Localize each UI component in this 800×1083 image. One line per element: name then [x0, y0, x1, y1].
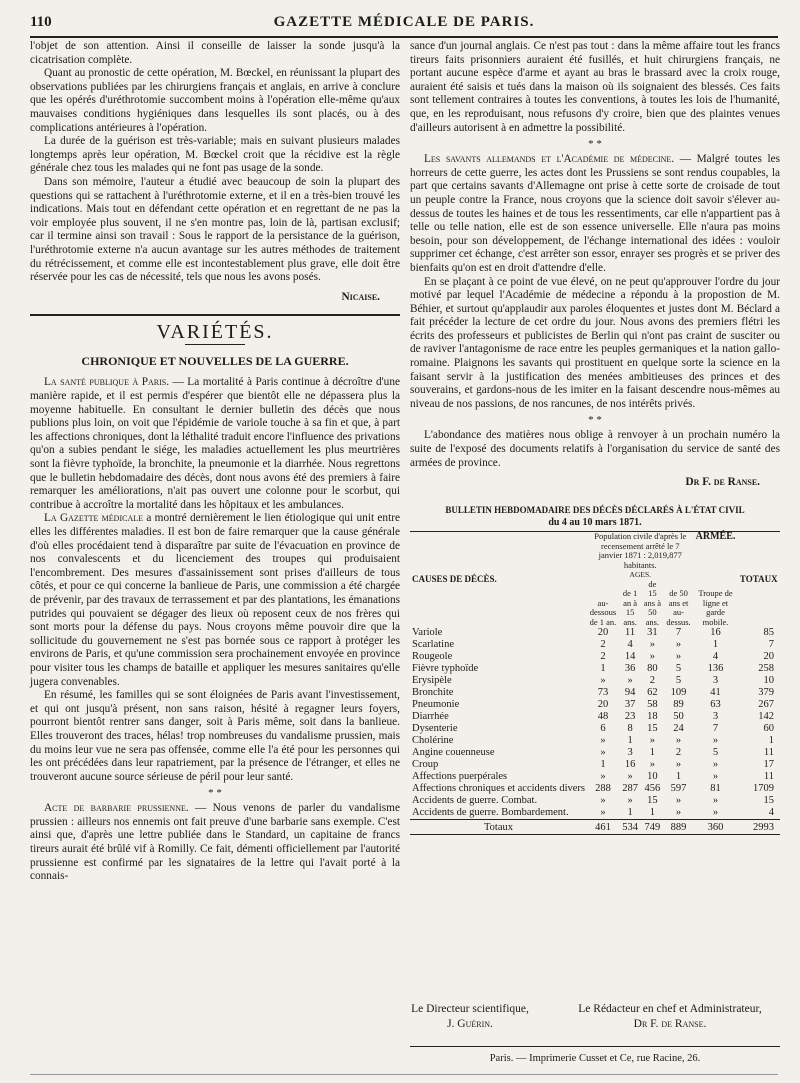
total-cell: 534 [619, 820, 641, 835]
article-sante-publique [30, 376, 400, 512]
table-row [410, 663, 780, 675]
value-cell: 5 [712, 747, 719, 759]
value-cell: » [649, 735, 655, 747]
age-header: de 50 ans et au-dessus. [666, 588, 691, 627]
value-cell: 85 [763, 627, 774, 639]
page-number: 110 [30, 14, 52, 30]
value-cell: 1 [649, 807, 655, 819]
value-cell: 48 [597, 711, 609, 723]
value-cell: 15 [647, 795, 658, 807]
age-header: de 1 an à 15 ans. [622, 588, 638, 627]
journal-title: GAZETTE MÉDICALE DE PARIS. [273, 14, 535, 30]
value-cell: 20 [597, 627, 609, 639]
cause-cell: Bronchite [412, 687, 454, 699]
value-cell: » [675, 795, 682, 807]
table-row [410, 759, 780, 771]
col-population: Population civile d'après le recensement arrêté le 7 janvier 1871 : 2,019,877 habitants. [594, 531, 687, 570]
value-cell: » [675, 651, 682, 663]
cause-cell: Scarlatine [412, 639, 454, 651]
value-cell: » [627, 771, 633, 783]
value-cell: 10 [647, 771, 658, 783]
value-cell: » [712, 735, 719, 747]
paragraph: l'objet de son attention. Ainsi il conseille de laisser la sonde jusqu'à la cicatrisation complète. [30, 40, 400, 66]
value-cell: » [600, 807, 606, 819]
total-cell: 360 [694, 820, 738, 835]
value-cell: 2 [600, 651, 606, 663]
value-cell: 3 [712, 675, 719, 687]
value-cell: 7 [712, 723, 719, 735]
paragraph: La durée de la guérison est très-variable; mais en suivant plusieurs malades longtemps après leur opération, M. Bœckel croit que la récidive est la règle générale chez tous les malades qui ne font pas usage de la sonde. [30, 135, 400, 175]
table-row [410, 651, 780, 663]
right-column [410, 40, 780, 835]
value-cell: 288 [595, 783, 611, 795]
value-cell: 94 [624, 687, 636, 699]
table-row [410, 807, 780, 820]
value-cell: 16 [624, 759, 636, 771]
table-row [410, 699, 780, 711]
value-cell: » [649, 759, 655, 771]
value-cell: 456 [644, 783, 661, 795]
value-cell: 1 [712, 639, 719, 651]
section-title: VARIÉTÉS. [156, 321, 274, 344]
article-savants [410, 153, 780, 275]
director-block [410, 1002, 530, 1032]
cause-cell: Dysenterie [412, 723, 458, 735]
value-cell: 136 [707, 663, 724, 675]
value-cell: 63 [710, 699, 721, 711]
value-cell: 1 [649, 747, 655, 759]
asterism: * * [208, 787, 222, 800]
value-cell: 1 [675, 771, 682, 783]
value-cell: 24 [673, 723, 684, 735]
paragraph: Quant au pronostic de cette opération, M. Bœckel, en réunissant la plupart des observations publiées par les chirurgiens français et anglais, en arrive à conclure que les opérés d'uréthrotomie succombent moins à l'opération elle-même qu'aux mauvaises conditions hygiéniques dans lesquelles ils sont placés, ou à des complications antérieures à l'opération. [30, 67, 400, 134]
article-lead: Les savants allemands et l'Académie de médecine. [424, 153, 675, 166]
table-row [410, 771, 780, 783]
value-cell: » [600, 675, 606, 687]
value-cell: 58 [647, 699, 658, 711]
value-cell: 37 [624, 699, 636, 711]
paragraph: En se plaçant à ce point de vue élevé, on ne peut qu'approuver l'ordre du jour motivé par lequel l'Académie de médecine a répondu à la propostion de M. Béhier, et surtout qu'applaudir aux paroles éloquentes et justes dont M. Béclard a fait précéder la lecture de cet ordre du jour. Nous avons des premiers flétri les écrits des professeurs et publicistes de Berlin qui n'ont pas craint de susciter ou de raviver l'antagonisme de race entre les peuples germaniques et la nation gallo-romaine. Plaignons les savants qui prostituent en quelque sorte la science en la faisant servir à la justification des menées ambitieuses des princes et des souverains, et gardons-nous de les imiter en la faisant descendre nous-mêmes au niveau de nos passions, de nos rancunes, de nos intérêts privés. [410, 275, 780, 410]
value-cell: » [675, 639, 682, 651]
value-cell: 10 [763, 675, 774, 687]
table-row [410, 639, 780, 651]
value-cell: 1 [627, 807, 633, 819]
value-cell: 4 [627, 639, 633, 651]
table-body [410, 627, 780, 835]
editor-name: Dr F. de Ranse. [633, 1018, 707, 1030]
value-cell: 7 [768, 639, 774, 651]
author-signature: Nicaise. [341, 290, 380, 303]
value-cell: 17 [763, 759, 774, 771]
value-cell: » [649, 651, 655, 663]
value-cell: 14 [624, 651, 636, 663]
article-text: — Malgré toutes les horreurs de cette guerre, les actes dont les Prussiens se sont rendus coupables, la part que certains savants d'Allemagne ont prise à cette sorte de croisade de tout un peuple contre la France, nous croyons que la science doit savoir s'élever au-dessus de toutes les haines et de tous les ressentiments, car elle n'appartient pas à telle ou telle nation, elle est de son essence universelle. Elle n'aura pas moins besoin, pour son développement, de l'échange international des idées : vouloir supprimer cet échange, c'est arrêter son essor, enrayer ses progrès et se priver des bienfaits qu'on est en droit d'attendre d'elle. [410, 153, 781, 274]
cause-cell: Fièvre typhoïde [412, 663, 479, 675]
article-text: — La mortalité à Paris continue à décroître d'une manière rapide, et il est permis d'espérer que bientôt elle ne dépassera plus la moyenne habituelle. En consultant le dernier bulletin des décès que nous publions plus loin, on voit que l'épidémie de variole touche à sa fin et que, à part les affections chroniques, dont la léthalité traduit encore l'influence des privations qu'on a subies pendant le siége, les maladies actuellement les plus meurtrières sont la fièvre typhoïde, la bronchite, la pneumonie et la diarrhée. Nous regrettons que le bulletin hebdomadaire des décès, dont nous avons été des premiers à faire remarquer les améliorations, n'ait pas ouvert une colonne pour le scorbut, qui contribue à accroître la mortalité dans les hôpitaux et les ambulances. [30, 376, 400, 511]
value-cell: 80 [647, 663, 658, 675]
cause-cell: Accidents de guerre. Combat. [412, 795, 538, 807]
value-cell: » [675, 759, 682, 771]
director-role: Le Directeur scientifique, [411, 1003, 529, 1015]
left-column [30, 40, 400, 884]
cause-cell: Rougeole [412, 651, 453, 663]
value-cell: 7 [675, 627, 682, 639]
value-cell: 23 [624, 711, 636, 723]
value-cell: » [627, 795, 633, 807]
cause-cell: Cholérine [412, 735, 454, 747]
article-lead: Acte de barbarie prussienne. [44, 802, 189, 815]
author-signature: Dr F. de Ranse. [685, 476, 760, 489]
value-cell: 3 [627, 747, 633, 759]
subsection-title: CHRONIQUE ET NOUVELLES DE LA GUERRE. [81, 353, 349, 368]
article-gazette [30, 512, 400, 689]
age-header: au-dessous de 1 an. [589, 597, 617, 627]
value-cell: » [712, 759, 719, 771]
table-row [410, 723, 780, 735]
value-cell: 142 [758, 711, 774, 723]
value-cell: 31 [647, 627, 658, 639]
value-cell: 1 [627, 735, 633, 747]
cause-cell: Variole [412, 627, 443, 639]
value-cell: » [675, 807, 682, 819]
value-cell: » [712, 807, 719, 819]
paragraph: En résumé, les familles qui se sont éloignées de Paris avant l'investissement, et qui ont jusqu'à présent, non sans raison, hésité à regagner leurs foyers, pourront bientôt rentrer sans danger, soit à Paris même, soit dans la banlieue. Elles trouveront des traces, hélas! trop nombreuses du vandalisme prussien, mais du moins leur vue ne sera pas offensée, comme elle l'a été pour les personnes qui les ont précédées dans leur rapatriement, par la présence de l'étranger, et elles ne trouveront aucune source sérieuse de péril pour leur santé. [30, 689, 400, 783]
value-cell: 2 [675, 747, 682, 759]
value-cell: 15 [763, 795, 774, 807]
table-row [410, 711, 780, 723]
cause-cell: Affections chroniques et accidents divers [412, 783, 585, 795]
editor-block [560, 1002, 780, 1032]
table-row [410, 783, 780, 795]
value-cell: 20 [597, 699, 609, 711]
value-cell: 11 [763, 747, 774, 759]
value-cell: 15 [647, 723, 658, 735]
value-cell: 36 [624, 663, 636, 675]
value-cell: 62 [647, 687, 658, 699]
cause-cell: Érysipèle [412, 675, 452, 687]
value-cell: » [712, 771, 719, 783]
article-barbarie [30, 802, 400, 884]
value-cell: 258 [758, 663, 774, 675]
value-cell: » [675, 735, 682, 747]
title-rule [185, 344, 245, 345]
col-totaux: TOTAUX [739, 574, 778, 585]
value-cell: 4 [768, 807, 774, 819]
value-cell: » [712, 795, 719, 807]
total-cell: 749 [641, 820, 663, 835]
value-cell: 89 [673, 699, 684, 711]
value-cell: » [600, 747, 606, 759]
table-row [410, 627, 780, 639]
value-cell: 41 [710, 687, 721, 699]
total-cell: 889 [664, 820, 694, 835]
cause-cell: Diarrhée [412, 711, 449, 723]
total-cell: 2993 [737, 820, 780, 835]
value-cell: 2 [649, 675, 655, 687]
article-lead: La Gazette médicale [44, 512, 144, 525]
paragraph: Dans son mémoire, l'auteur a étudié avec beaucoup de soin la plupart des questions qui se rattachent à l'uréthrotomie externe, et il en a très-bien trouvé les indications. Mais tout en défendant cette opération et en regrettant de ne pas la voir employée plus souvent, il ne s'en montre pas, loin de là, partisan exclusif; car il termine ainsi son travail : Sous le rapport de la persistance de la guérison, l'uréthrotomie externe n'a aucun avantage sur les autres méthodes de traitement du rétrécissement, et comme elle est incontestablement plus grave, elle doit être réservée pour les cas de nécessité, tels que nous les avons posés. [30, 175, 400, 284]
article-text: a montré dernièrement le lien étiologique qui unit entre elles les différentes maladies. Il est bon de faire remarquer que la cause générale d'où elles procédaient tend à disparaître par suite de l'évacuation en province de nos convalescents et du licenciement des troupes qui produisaient l'encombrement. Des mesures d'assainissement sont prises d'ailleurs de tous côtés, et pour ce qui concerne la banlieue de Paris, une commission a été chargée de prévenir, par des travaux de terrassement et par des plantations, les émanations putrides qui pouvaient se dégager des lieux où reposent ceux de nos frères qui sont morts pour la défense du pays. Nous croyons même pouvoir dire que la sollicitude du gouvernement ne s'est pas bornée sous ce rapport à protéger les environs de Paris, et qu'une commission sera prochainement envoyée en province pour visiter tous les champs de bataille et appliquer les mesures sanitaires qu'elle jugera convenables. [30, 512, 400, 688]
col-ages: AGES. [629, 570, 651, 580]
section-divider [30, 314, 400, 316]
value-cell: 379 [758, 687, 774, 699]
total-cell: 461 [587, 820, 619, 835]
totals-row [410, 820, 780, 835]
value-cell: 287 [622, 783, 638, 795]
cause-cell: Pneumonie [412, 699, 460, 711]
value-cell: » [627, 675, 633, 687]
paragraph: L'abondance des matières nous oblige à renvoyer à un prochain numéro la suite de l'exposé des documents relatifs à l'organisation du service de santé des armées de province. [410, 429, 780, 469]
cause-cell: Accidents de guerre. Bombardement. [412, 807, 569, 819]
value-cell: 5 [675, 663, 682, 675]
value-cell: » [600, 795, 606, 807]
value-cell: 8 [627, 723, 633, 735]
death-statistics-table [410, 531, 780, 835]
bulletin-title: BULLETIN HEBDOMADAIRE DES DÉCÈS DÉCLARÉS À L'ÉTAT CIVIL [445, 504, 745, 515]
value-cell: » [649, 639, 655, 651]
page-header [30, 14, 778, 38]
cause-cell: Affections puerpérales [412, 771, 508, 783]
value-cell: 16 [710, 627, 721, 639]
page-bottom-rule [30, 1074, 778, 1075]
table-row [410, 747, 780, 759]
director-name: J. Guérin. [447, 1018, 493, 1030]
value-cell: 73 [597, 687, 609, 699]
col-armee-troupe: Troupe de ligne et garde mobile. [698, 588, 733, 627]
col-armee: ARMÉE. [695, 531, 736, 543]
cause-cell: Croup [412, 759, 439, 771]
value-cell: 1 [768, 735, 774, 747]
value-cell: 4 [712, 651, 719, 663]
value-cell: 267 [758, 699, 774, 711]
value-cell: 11 [763, 771, 774, 783]
value-cell: 20 [763, 651, 774, 663]
value-cell: 5 [675, 675, 682, 687]
value-cell: 597 [670, 783, 687, 795]
age-header: de 15 ans à 50 ans. [643, 578, 661, 627]
value-cell: » [600, 735, 606, 747]
value-cell: 81 [710, 783, 721, 795]
value-cell: 18 [647, 711, 658, 723]
value-cell: 109 [670, 687, 687, 699]
totals-label: Totaux [410, 820, 587, 835]
value-cell: 3 [712, 711, 719, 723]
value-cell: 50 [673, 711, 684, 723]
value-cell: 2 [600, 639, 606, 651]
printer-imprint: Paris. — Imprimerie Cusset et Ce, rue Racine, 26. [410, 1046, 780, 1064]
paragraph: sance d'un journal anglais. Ce n'est pas tout : dans la même affaire tout les francs tireurs faits prisonniers auraient été fusillés, et huit chirurgiens français, ne portant aucune espèce d'arme et ayant au bras le brassard avec la croix rouge, auraient été saisis et tués dans la maison où ils soignaient des blessés. Ces faits sont tellement contraires à toutes les conventions, à toutes les lois de l'humanité, que, en les reproduisant, nous refusons d'y croire, bien que des plaintes venues d'ailleurs autorisent à en admettre la possibilité. [410, 40, 780, 134]
table-row [410, 735, 780, 747]
asterism: * * [588, 138, 602, 151]
col-causes: CAUSES DE DÉCÈS. [412, 574, 497, 585]
cause-cell: Angine couenneuse [412, 747, 495, 759]
table-row [410, 795, 780, 807]
article-lead: La santé publique à Paris. [44, 376, 170, 389]
value-cell: 60 [763, 723, 774, 735]
editor-role: Le Rédacteur en chef et Administrateur, [578, 1003, 762, 1015]
value-cell: 11 [625, 627, 636, 639]
value-cell: 1709 [753, 783, 774, 795]
table-row [410, 675, 780, 687]
value-cell: » [600, 771, 606, 783]
asterism: * * [588, 414, 602, 427]
value-cell: 1 [600, 663, 606, 675]
bulletin-subtitle: du 4 au 10 mars 1871. [548, 516, 642, 528]
article-text: — Nous venons de parler du vandalisme prussien : ailleurs nos ennemis ont fait preuve d'une barbarie sans exemple. C'est ainsi que, d'après une lettre publiée dans le Standard, un capitaine de francs tireurs aurait été brûlé vif à Romilly. Ce fait, démenti officiellement par l'autorité prussienne est confirmé par les signataires de la lettre qui l'avait porté à la connais- [30, 802, 400, 883]
table-row [410, 687, 780, 699]
value-cell: 1 [600, 759, 606, 771]
value-cell: 6 [600, 723, 606, 735]
